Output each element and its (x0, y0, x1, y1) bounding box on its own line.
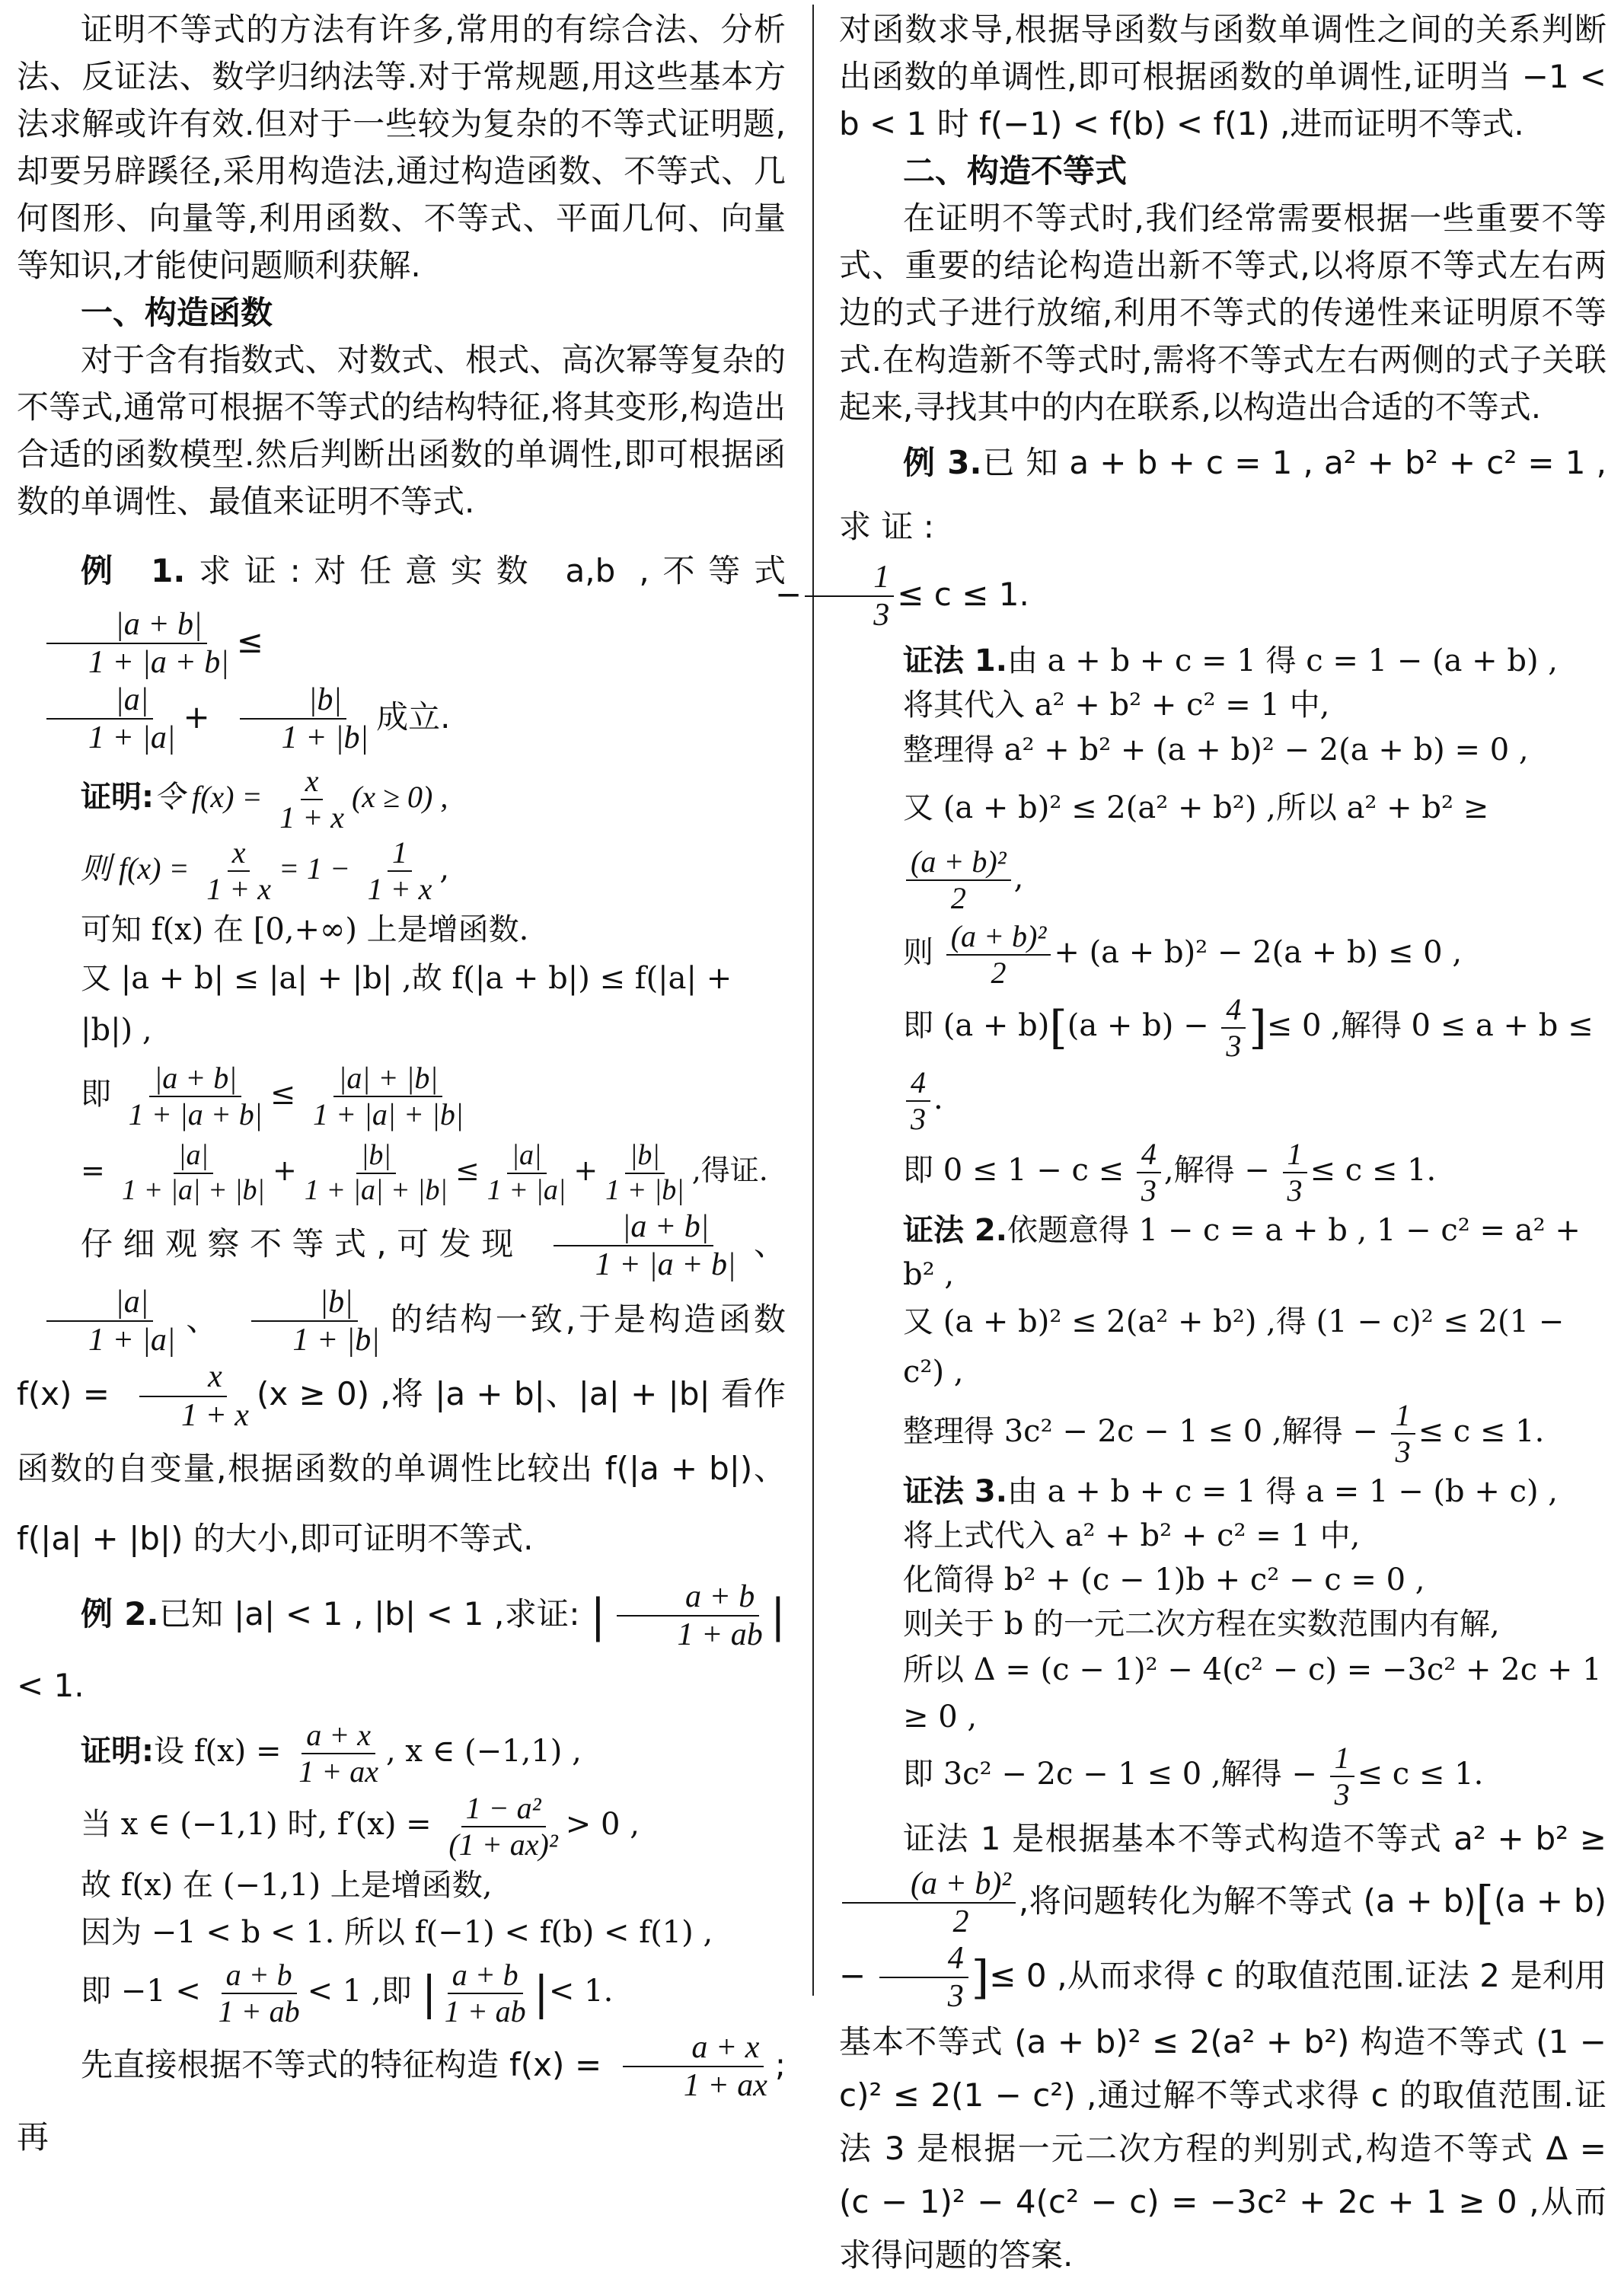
fraction: $\frac{|a| + |b|}{1 + |a| + |b|}$ (312, 1061, 464, 1132)
example-3-label: 例 3. (903, 444, 982, 481)
proof-method-3-label: 证法 3. (903, 1473, 1007, 1509)
proof-method-2-label: 证法 2. (903, 1212, 1007, 1248)
proof-step: 即 (a + b)[(a + b) − $\frac{4}{3}$ ]≤ 0 ,解得 0 ≤ a + b ≤ $\frac{4}{3}$ . (903, 991, 1594, 1136)
fraction: $\frac{|b|}{1 + |b|}$ (224, 1284, 384, 1359)
example-2-proof (17, 1718, 786, 2029)
fraction: $\frac{a + b}{1 + ab}$ (608, 1578, 767, 1654)
fraction: $\frac{x}{1 + x}$ (206, 835, 271, 907)
fraction: $\frac{1}{3}$ (1330, 1741, 1354, 1812)
proof-step: 化简得 b² + (c − 1)b + c² − c = 0 , (903, 1562, 1425, 1597)
proof-step: 又 |a + b| ≤ |a| + |b| ,故 f(|a + b|) ≤ f(|a| + |b|) , (81, 961, 732, 1048)
section-two-paragraph: 在证明不等式时,我们经常需要根据一些重要不等式、重要的结论构造出新不等式,以将原不等式左右两边的式子进行放缩,利用不等式的传递性来证明原不等式.在构造新不等式时,需将不等式左右两侧的式子关联起来,寻找其中的内在联系,以构造出合适的不等式. (839, 199, 1606, 426)
fraction: $\frac{|a|}{1 + |a|}$ (487, 1139, 566, 1206)
proof-step: 即 −1 < $\frac{a + b}{1 + ab}$ < 1 ,即 | $\frac{a + b}{1 + ab}$ |< 1. (81, 1957, 614, 2028)
fraction: $\frac{\text{(a + b)²}}{2}$ (906, 844, 1011, 916)
proof-method-1-label: 证法 1. (903, 643, 1007, 678)
example-2-label: 例 2. (81, 1594, 159, 1633)
proof-step: 证法 3.由 a + b + c = 1 得 a = 1 − (b + c) , (903, 1473, 1559, 1509)
proof-step: 则 $\frac{\text{(a + b)²}}{2}$ + (a + b)² − 2(a + b) ≤ 0 , (903, 918, 1463, 990)
proof-step: 整理得 3c² − 2c − 1 ≤ 0 ,解得 − $\frac{1}{3}$ ≤ c ≤ 1. (903, 1397, 1545, 1469)
fraction: $\frac{a + x}{1 + ax}$ (298, 1717, 378, 1789)
proof-step: 证法 1.由 a + b + c = 1 得 c = 1 − (a + b) , (903, 643, 1559, 678)
fraction: $\frac{4}{3}$ (1221, 992, 1246, 1064)
fraction: $\frac{|a + b|}{1 + |a + b|}$ (128, 1061, 263, 1132)
fraction: $\frac{\text{1 − a²}}{\text{(1 + ax)²}}$ (448, 1790, 558, 1862)
left-column (17, 6, 786, 2171)
proof-step: 所以 Δ = (c − 1)² − 4(c² − c) = −3c² + 2c + 1 ≥ 0 , (903, 1652, 1602, 1735)
proof-step: = $\frac{|a|}{1 + |a| + |b|}$ + $\frac{|b|}{1 + |a| + |b|}$ ≤ $\frac{|a|}{1 + |a|}$ + $\frac{|b|}{1 + |b|}$ ,得证. (81, 1139, 768, 1206)
fraction: $\frac{x}{1 + x}$ (279, 764, 344, 835)
proof-step: 则关于 b 的一元二次方程在实数范围内有解, (903, 1606, 1500, 1642)
fraction: $\frac{\text{(a + b)²}}{2}$ (842, 1865, 1016, 1941)
proof-step: 因为 −1 < b < 1. 所以 f(−1) < f(b) < f(1) , (81, 1914, 713, 1950)
fraction: $\frac{a + x}{1 + ax}$ (615, 2029, 772, 2105)
fraction: $\frac{\text{(a + b)²}}{2}$ (946, 919, 1051, 991)
fraction: $\frac{1}{3}$ (1391, 1398, 1415, 1470)
proof-method-3 (839, 1470, 1606, 1812)
continued-paragraph: 对函数求导,根据导函数与函数单调性之间的关系判断出函数的单调性,即可根据函数的单调性,证明当 −1 < b < 1 时 f(−1) < f(b) < f(1) ,进而证明不等式. (839, 11, 1606, 142)
fraction: $\frac{x}{1 + x}$ (113, 1358, 254, 1434)
proof-step: 即 0 ≤ 1 − c ≤ $\frac{4}{3}$ ,解得 − $\frac{1}{3}$ ≤ c ≤ 1. (903, 1136, 1437, 1208)
section-one-paragraph: 对于含有指数式、对数式、根式、高次幂等复杂的不等式,通常可根据不等式的结构特征,将其变形,构造出合适的函数模型.然后判断出函数的单调性,即可根据函数的单调性、最值来证明不等式. (17, 341, 786, 520)
fraction: $\frac{4}{3}$ (1137, 1137, 1161, 1208)
proof-step: 又 (a + b)² ≤ 2(a² + b²) ,所以 a² + b² ≥ $\frac{\text{(a + b)²}}{2}$ , (903, 790, 1489, 915)
fraction: $\frac{4}{3}$ (906, 1065, 930, 1137)
proof-method-2 (839, 1208, 1606, 1470)
proof-step: 即 3c² − 2c − 1 ≤ 0 ,解得 − $\frac{1}{3}$ ≤ c ≤ 1. (903, 1740, 1484, 1811)
proof-step: 即 $\frac{|a + b|}{1 + |a + b|}$ ≤ $\frac{|a| + |b|}{1 + |a| + |b|}$ (17, 1056, 786, 1132)
example-1-label: 例 1. (81, 552, 186, 589)
fraction: $\frac{|a|}{1 + |a|}$ (20, 681, 180, 757)
fraction: $\frac{|a|}{1 + |a| + |b|}$ (121, 1139, 266, 1206)
proof-step: 整理得 a² + b² + (a + b)² − 2(a + b) = 0 , (903, 732, 1529, 768)
example-1-statement: 例 1.求证:对任意实数 a,b ,不等式 $\frac{|a + b|}{1 + |a + b|}$ ≤ $\frac{|a|}{1 + |a|}$ + $\frac{|b|}{1 + |b|}$ 成立. (17, 536, 786, 756)
example-2-analysis: 先直接根据不等式的特征构造 f(x) = $\frac{a + x}{1 + ax}$ ;再 (17, 2029, 786, 2156)
fraction: $\frac{a + b}{1 + ab}$ (444, 1957, 526, 2028)
proof-step: 将上式代入 a² + b² + c² = 1 中, (903, 1518, 1361, 1553)
fraction: $\frac{|b|}{1 + |b|}$ (605, 1139, 684, 1206)
proof-step: 故 f(x) 在 (−1,1) 上是增函数, (81, 1867, 493, 1903)
proof-step: 证明:设 f(x) = $\frac{a + x}{1 + ax}$ , x ∈ (−1,1) , (81, 1717, 582, 1789)
proof-step: 又 (a + b)² ≤ 2(a² + b²) ,得 (1 − c)² ≤ 2(1 − c²) , (903, 1304, 1565, 1390)
section-heading-construct-inequality: 二、构造不等式 (903, 152, 1128, 190)
proof-step: 当 x ∈ (−1,1) 时, f′(x) = $\frac{\text{1 − a²}}{\text{(1 + ax)²}}$ > 0 , (81, 1790, 640, 1862)
fraction: $\frac{1}{1 + x}$ (367, 835, 432, 907)
fraction: $\frac{1}{3}$ (1283, 1137, 1307, 1208)
proof-step: 证明:令 f(x) = $\frac{x}{1 + x}$ (x ≥ 0) , (81, 764, 448, 835)
intro-paragraph: 证明不等式的方法有许多,常用的有综合法、分析法、反证法、数学归纳法等.对于常规题,用这些基本方法求解或许有效.但对于一些较为复杂的不等式证明题,却要另辟蹊径,采用构造法,通过构造函数、不等式、几何图形、向量等,利用函数、不等式、平面几何、向量等知识,才能使问题顺利获解. (17, 11, 786, 284)
right-column (775, 6, 1607, 2282)
fraction: $\frac{1}{3}$ (805, 559, 894, 634)
fraction: $\frac{|b|}{1 + |a| + |b|}$ (304, 1139, 448, 1206)
example-3-analysis: 证法 1 是根据基本不等式构造不等式 a² + b² ≥ $\frac{\text{(a + b)²}}{2}$ ,将问题转化为解不等式 (a + b)[(a + b) − $\frac{4}{3}$ ]≤ 0 ,从而求得 c 的取值范围.证法 2 是利用基本不等式 (a + b)² ≤ 2(a² + b²) 构造不等式 (1 − c)² ≤ 2(1 − c²) ,通过解不等式求得 c 的取值范围.证法 3 是根据一元二次方程的判别式,构造不等式 Δ = (c − 1)² − 4(c² − c) = −3c² + 2c + 1 ≥ 0 ,从而求得问题的答案. (839, 1819, 1607, 2274)
fraction: $\frac{4}{3}$ (879, 1940, 968, 2016)
example-1-analysis: 仔细观察不等式,可发现 $\frac{|a + b|}{1 + |a + b|}$ 、 $\frac{|a|}{1 + |a|}$ 、 $\frac{|b|}{1 + |b|}$ 的结构一致,于是构造函数 f(x) = $\frac{x}{1 + x}$ (x ≥ 0) ,将 |a + b|、|a| + |b| 看作函数的自变量,根据函数的单调性比较出 f(|a + b|)、f(|a| + |b|) 的大小,即可证明不等式. (17, 1209, 786, 1557)
example-3-statement: 例 3.已 知 a + b + c = 1 , a² + b² + c² = 1 , 求 证 : − $\frac{1}{3}$ ≤ c ≤ 1. (775, 444, 1606, 634)
section-heading-construct-function: 一、构造函数 (81, 294, 273, 331)
fraction: $\frac{a + b}{1 + ab}$ (218, 1957, 300, 2028)
proof-method-1 (839, 639, 1606, 1208)
proof-step: 可知 f(x) 在 [0,+∞) 上是增函数. (81, 912, 529, 948)
fraction: $\frac{|b|}{1 + |b|}$ (213, 681, 373, 757)
fraction: $\frac{|a + b|}{1 + |a + b|}$ (527, 1208, 741, 1284)
proof-step: 将其代入 a² + b² + c² = 1 中, (903, 687, 1330, 723)
column-divider (812, 5, 814, 1996)
proof-step: 则 f(x) = $\frac{x}{1 + x}$ = 1 − $\frac{1}{1 + x}$ , (81, 835, 450, 907)
fraction: $\frac{|a|}{1 + |a|}$ (20, 1284, 180, 1359)
proof-step: 证法 2.依题意得 1 − c = a + b , 1 − c² = a² + b² , (903, 1212, 1581, 1292)
example-2-statement: 例 2.已知 |a| < 1 , |b| < 1 ,求证: | $\frac{a + b}{1 + ab}$ |< 1. (17, 1578, 786, 1704)
fraction: $\frac{|a + b|}{1 + |a + b|}$ (20, 606, 234, 681)
example-1-proof (17, 764, 786, 1208)
